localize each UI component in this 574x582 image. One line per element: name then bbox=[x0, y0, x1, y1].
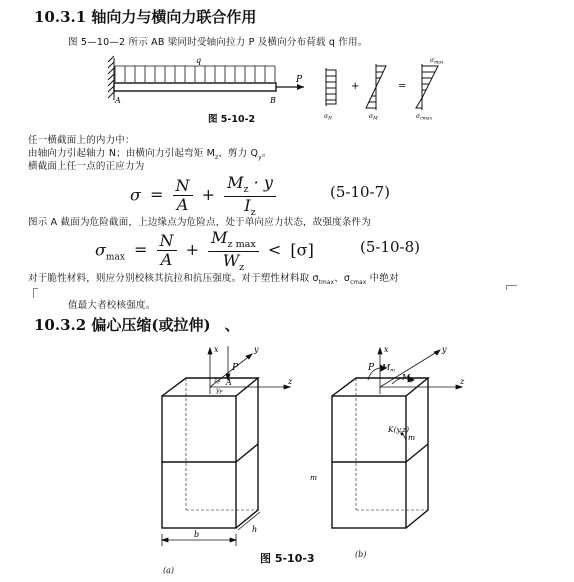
label-B: B bbox=[270, 96, 276, 105]
label-sigma-M: $\sigma_M$ bbox=[369, 113, 378, 122]
label-A: A bbox=[115, 96, 121, 105]
text-line-1: 任一横截面上的内力中： bbox=[28, 135, 135, 146]
stress-diagram-M bbox=[366, 64, 386, 110]
label-q: q bbox=[196, 56, 202, 65]
label-K: K(y,z) bbox=[388, 425, 410, 434]
axis-z-b: z bbox=[460, 377, 465, 386]
prism-b bbox=[332, 378, 428, 528]
label-m-left: m bbox=[310, 473, 318, 482]
label-P-b: P bbox=[368, 363, 375, 373]
margin-mark-left bbox=[33, 288, 38, 298]
intro-text: 图 5—10—2 所示 AB 梁同时受轴向拉力 P 及横向分布荷载 q 作用。 bbox=[68, 37, 368, 48]
prism-a bbox=[162, 378, 258, 528]
margin-mark-right bbox=[506, 285, 517, 290]
fig-label-a: (a) bbox=[163, 566, 175, 575]
fig-label-b: (b) bbox=[355, 550, 367, 559]
axes-a bbox=[208, 346, 290, 394]
text-line-6: 值最大者校核强度。 bbox=[68, 300, 156, 311]
text-line-4: 图示 A 截面为危险截面，上边缘点为危险点，处于单向应力状态，故强度条件为 bbox=[28, 217, 371, 228]
label-My: My bbox=[402, 373, 414, 384]
fixed-support bbox=[108, 56, 114, 100]
label-P: P bbox=[296, 75, 303, 85]
label-sigma-max: $\sigma_{max}$ bbox=[430, 57, 444, 66]
axis-y-a: y bbox=[254, 345, 259, 354]
figure-5-10-3 bbox=[140, 340, 470, 578]
equation-tag-5-10-7: (5-10-7) bbox=[330, 183, 391, 201]
beam bbox=[114, 83, 276, 91]
label-sigma-N: $\sigma_N$ bbox=[324, 113, 333, 122]
plus-sign-1: + bbox=[351, 81, 360, 92]
distributed-load bbox=[115, 66, 275, 82]
label-yp: $y_P$ bbox=[216, 387, 223, 396]
equation-tag-5-10-8: (5-10-8) bbox=[360, 238, 421, 256]
label-P-a: P bbox=[232, 363, 239, 373]
figure-caption-5-10-2: 图 5-10-2 bbox=[208, 114, 256, 125]
equals-sign: = bbox=[398, 81, 407, 92]
stress-diagram-combined bbox=[416, 64, 438, 110]
label-b: b bbox=[194, 530, 200, 539]
label-Mm: Mm bbox=[382, 363, 395, 374]
figure-5-10-2 bbox=[100, 52, 460, 124]
label-sigma-cmax: $\sigma_{cmax}$ bbox=[416, 113, 433, 122]
equation-5-10-7: σ = $\frac{N}{A}$ + $\frac{M_z \cdot y}{I_z}$ bbox=[130, 174, 276, 218]
equation-5-10-8: $\sigma_{max}$ = $\frac{N}{A}$ + $\frac{M_{z max}}{W_z}$ < [σ] bbox=[95, 228, 314, 273]
label-h: h bbox=[252, 525, 258, 534]
section-title-2: 10.3.2 偏心压缩(或拉伸) 、 bbox=[34, 316, 240, 334]
axis-z-a: z bbox=[288, 377, 293, 386]
label-A-point: A bbox=[226, 378, 232, 387]
text-line-2: 由轴向力引起轴力 N；由横向力引起弯矩 $M_z$、剪力 $Q_y$。 bbox=[28, 148, 272, 161]
figure-caption-5-10-3: 图 5-10-3 bbox=[260, 552, 315, 565]
text-line-3: 横截面上任一点的正应力为 bbox=[28, 161, 145, 172]
text-line-5: 对于脆性材料，则应分别校核其抗拉和抗压强度。对于塑性材料取 $\sigma_{tmax}$、$\sigma_{cmax}$ 中绝对 bbox=[28, 273, 399, 286]
section-title-1: 10.3.1 轴向力与横向力联合作用 bbox=[34, 8, 257, 26]
axis-y-b: y bbox=[442, 345, 447, 354]
stress-diagram-N bbox=[326, 68, 336, 106]
label-zp: $z_P$ bbox=[214, 377, 221, 386]
axis-x-a: x bbox=[214, 345, 219, 354]
axis-x-b: x bbox=[384, 345, 389, 354]
label-m-right: m bbox=[408, 433, 416, 442]
